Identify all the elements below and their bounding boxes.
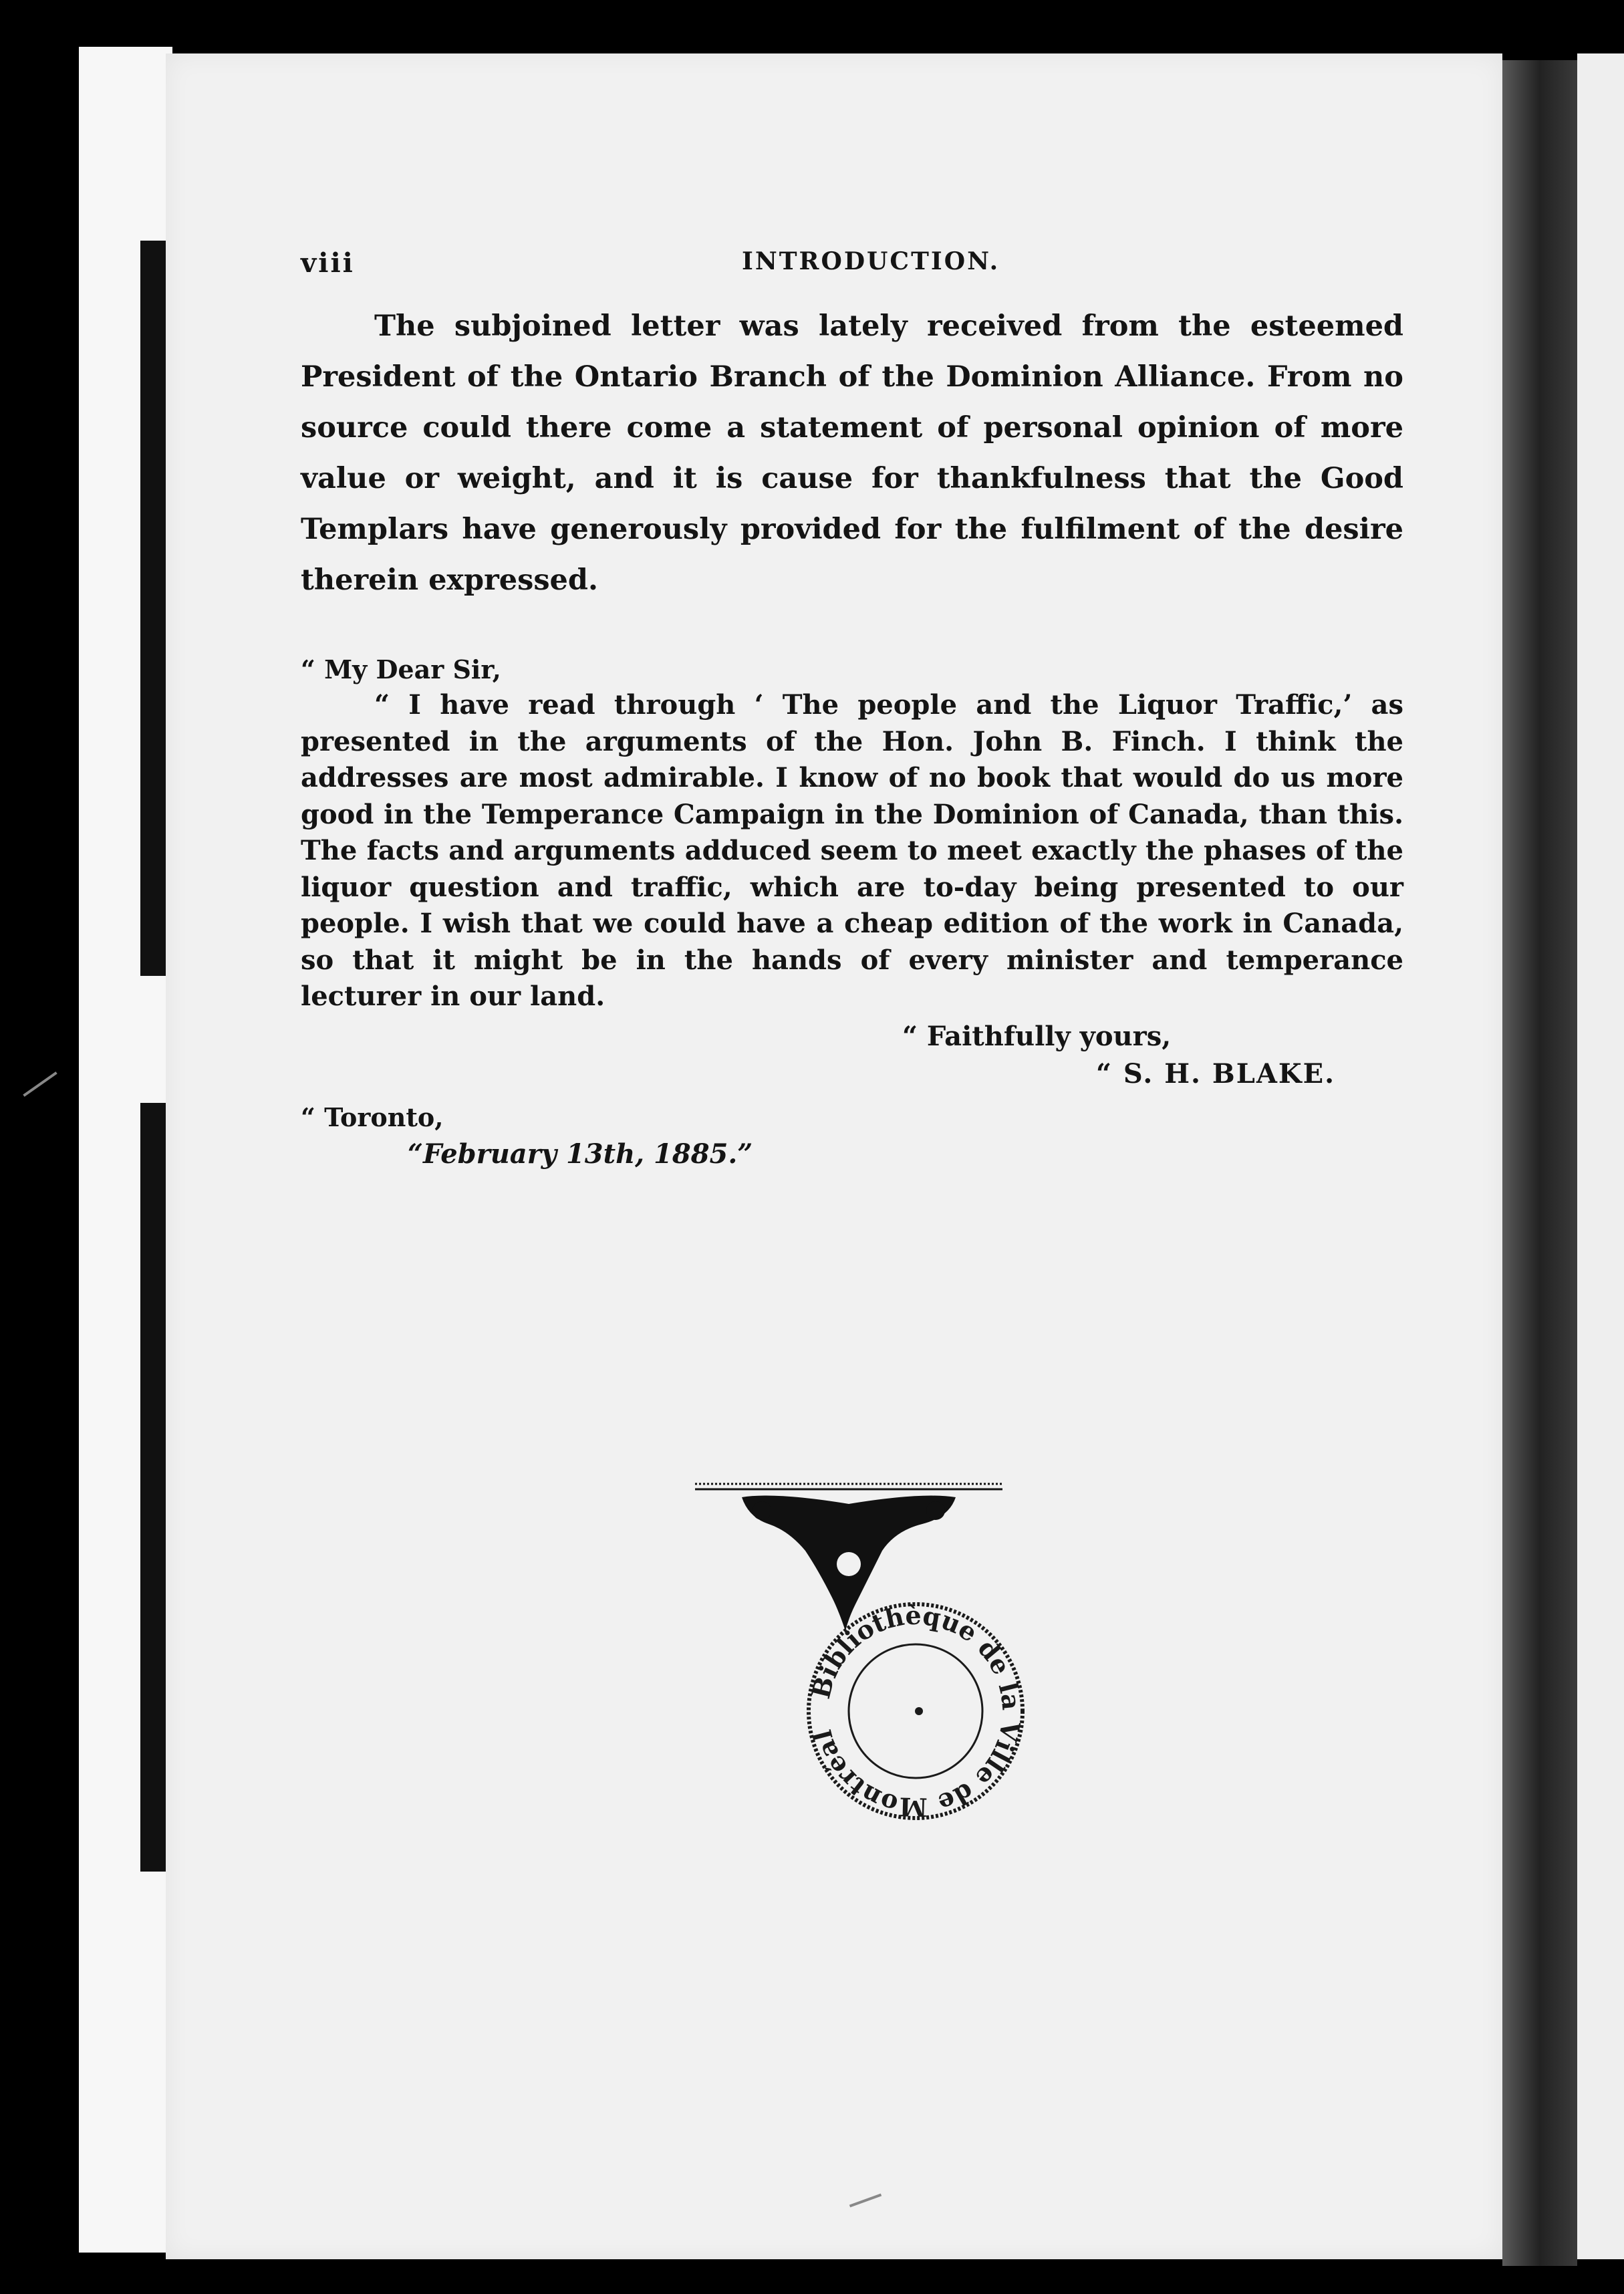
book-spine-shadow bbox=[1502, 60, 1577, 2266]
left-edge-mark bbox=[23, 1071, 57, 1097]
library-stamp bbox=[782, 1584, 1049, 1838]
facing-page-edge bbox=[1577, 53, 1624, 2259]
page-number: viii bbox=[301, 247, 355, 279]
running-head: INTRODUCTION. bbox=[742, 247, 1000, 275]
stamp-text: Bibliothèque de la Ville de Montréal bbox=[805, 1600, 1027, 1823]
letter-salutation: “ My Dear Sir, bbox=[301, 654, 501, 684]
letter-date: “February 13th, 1885.” bbox=[408, 1138, 753, 1170]
letter-signature: “ S. H. BLAKE. bbox=[1096, 1057, 1336, 1090]
page-header bbox=[301, 247, 1403, 287]
letter-place: “ Toronto, bbox=[301, 1102, 444, 1132]
letter-closing: “ Faithfully yours, bbox=[902, 1020, 1172, 1052]
intro-paragraph: The subjoined letter was lately received from the esteemed President of the Ontario Branch of the Dominion Alliance. From no source could there come a statement of personal opinion of more value or weight, and it is cause for thankfulness that the Good Templars have generously provided for the fulfilment of the desire therein expressed. bbox=[301, 309, 1403, 597]
letter-body: “ I have read through ‘ The people and the Liquor Traffic,’ as presented in the arguments of the Hon. John B. Finch. I think the addresses are most admirable. I know of no book that would do us more good in the Temperance Campaign in the Dominion of Canada, than this. The facts and arguments adduced seem to meet exactly the phases of the liquor question and traffic, which are to-day being presented to our people. I wish that we could have a cheap edition of the work in Canada, so that it might be in the hands of every minister and temperance lecturer in our land. bbox=[301, 689, 1403, 1012]
page-content bbox=[301, 247, 1403, 1173]
